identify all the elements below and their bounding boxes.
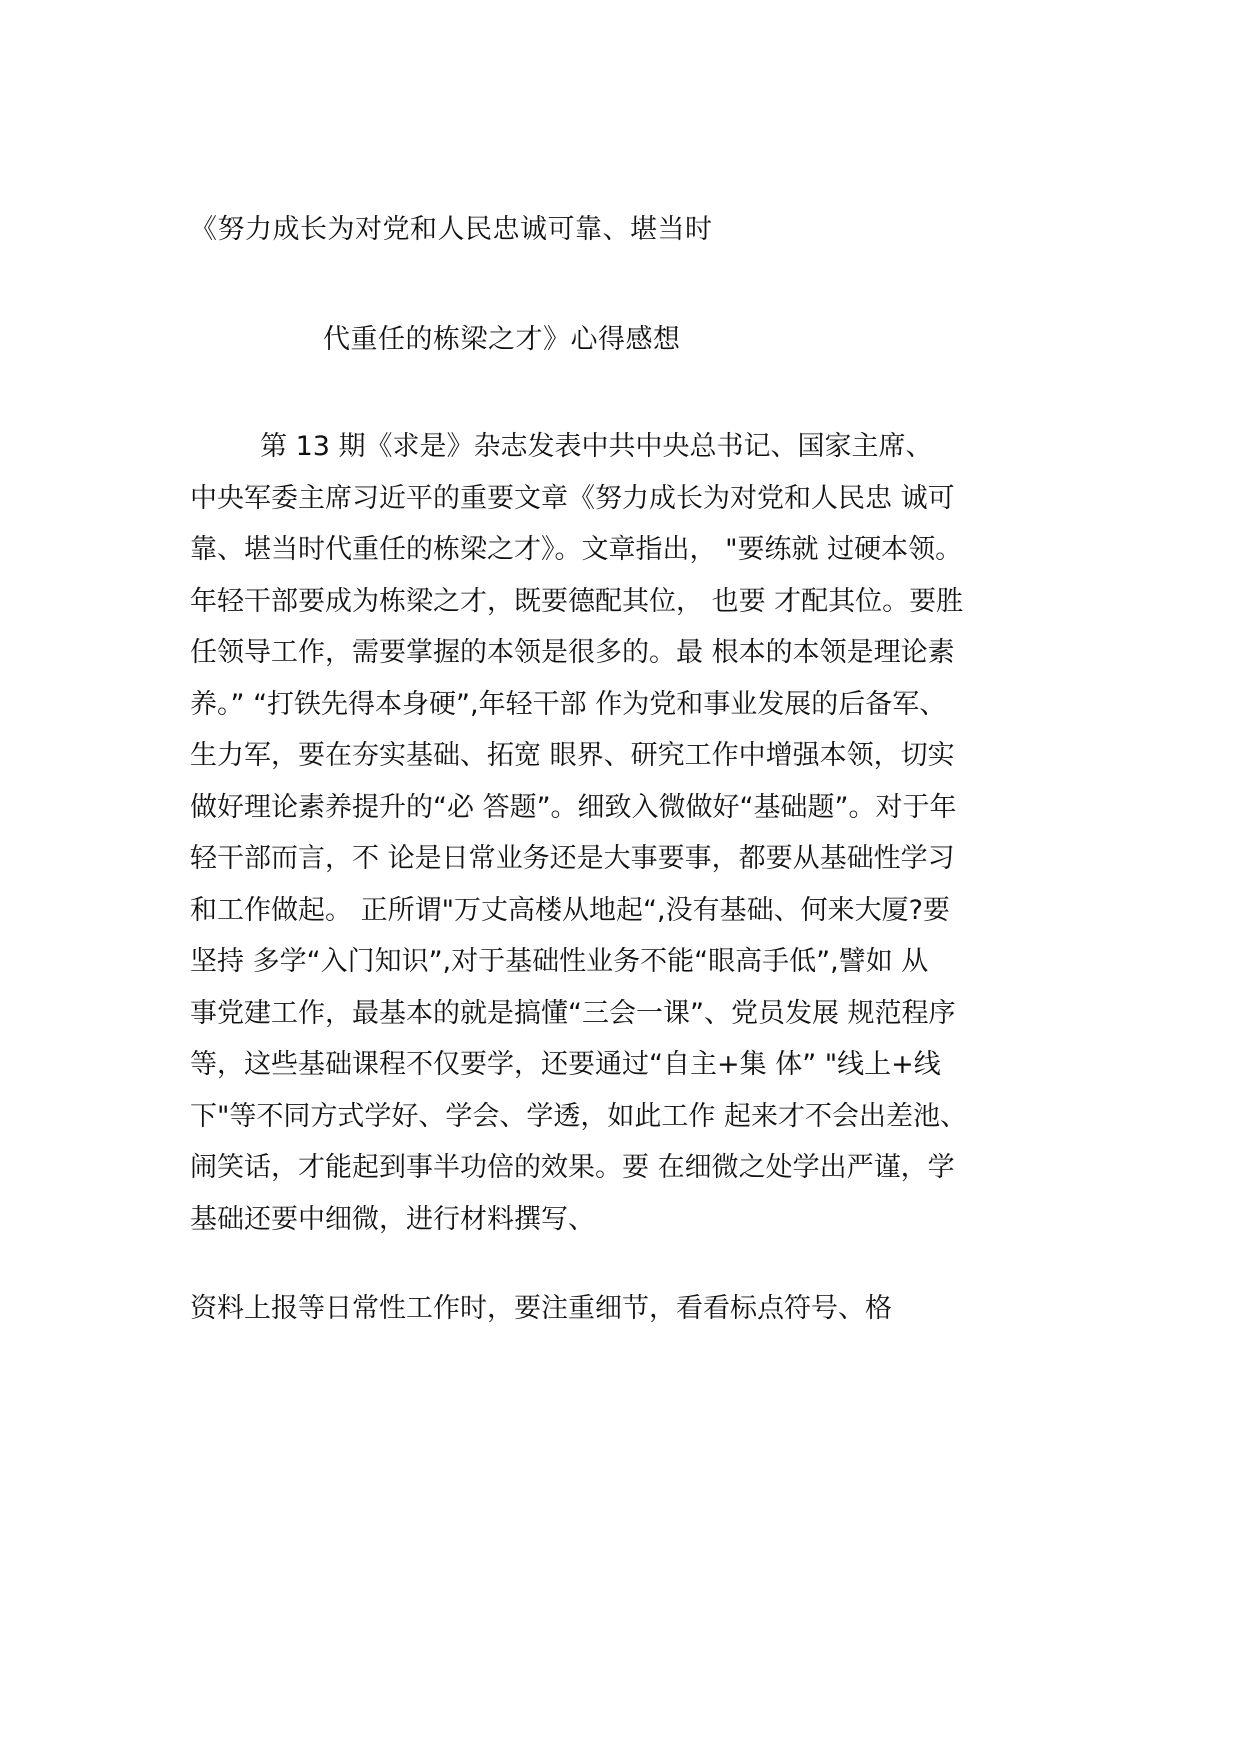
paragraph-line: 事党建工作，最基本的就是搞懂“三会一课”、党员发展 规范程序 (190, 997, 956, 1029)
paragraph-line: 中央军委主席习近平的重要文章《努力成长为对党和人民忠 诚可 (190, 482, 955, 514)
paragraph-line: 下"等不同方式学好、学会、学透，如此工作 起来才不会出差池、 (190, 1100, 968, 1132)
paragraph-line: 年轻干部要成为栋梁之才，既要德配其位， 也要 才配其位。要胜 (190, 585, 964, 617)
paragraph-line: 等，这些基础课程不仅要学，还要通过“自主+集 体” "线上+线 (190, 1049, 941, 1080)
body-tail-line: 资料上报等日常性工作时，要注重细节，看看标点符号、格 (190, 1293, 892, 1324)
paragraph-line: 靠、堪当时代重任的栋梁之才》。文章指出， "要练就 过硬本领。 (190, 534, 963, 565)
body-paragraph (190, 421, 1080, 1245)
paragraph-line: 生力军，要在夯实基础、拓宽 眼界、研究工作中增强本领，切实 (190, 740, 955, 771)
title-line-1: 《努力成长为对党和人民忠诚可靠、堪当时 (190, 214, 713, 245)
paragraph-line: 任领导工作，需要掌握的本领是很多的。最 根本的本领是理论素 (190, 637, 955, 668)
paragraph-line: 基础还要中细微，进行材料撰写、 (190, 1203, 595, 1235)
paragraph-line: 轻干部而言，不 论是日常业务还是大事要事，都要从基础性学习 (190, 843, 955, 874)
paragraph-line: 养。” “打铁先得本身硬”,年轻干部 作为党和事业发展的后备军、 (190, 688, 947, 720)
paragraph-line: 闹笑话，才能起到事半功倍的效果。要 在细微之处学出严谨，学 (190, 1152, 955, 1183)
paragraph-line: 坚持 多学“入门知识”,对于基础性业务不能“眼高手低”,譬如 从 (190, 946, 929, 977)
paragraph-line: 第 13 期《求是》杂志发表中共中央总书记、国家主席、 (260, 431, 933, 462)
title-line-2: 代重任的栋梁之才》心得感想 (323, 324, 681, 355)
paragraph-line: 做好理论素养提升的“必 答题”。细致入微做好“基础题”。对于年 (190, 791, 957, 823)
paragraph-line: 和工作做起。 正所谓"万丈高楼从地起“,没有基础、何来大厦?要 (190, 894, 950, 926)
